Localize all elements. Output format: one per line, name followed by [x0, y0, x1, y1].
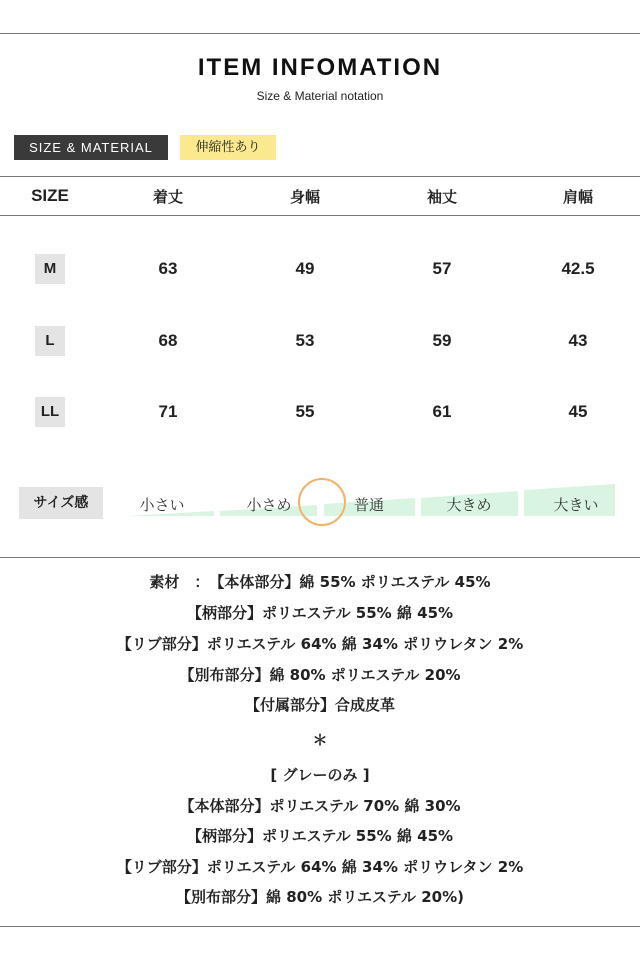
- page-title: ITEM INFOMATION: [197, 54, 443, 81]
- size-label: LL: [35, 397, 65, 427]
- size-material-tag: SIZE & MATERIAL: [14, 135, 168, 160]
- column-header-size: SIZE: [31, 186, 69, 205]
- table-cell: 49: [295, 259, 315, 278]
- material-line: 【本体部分】ポリエステル 70% 綿 30%: [179, 797, 461, 815]
- materials-top-rule: [0, 557, 640, 558]
- stretch-tag: 伸縮性あり: [180, 135, 276, 160]
- column-header-shoulder: 肩幅: [562, 188, 593, 206]
- page-subtitle: Size & Material notation: [256, 89, 384, 103]
- material-line: 【柄部分】ポリエステル 55% 綿 45%: [186, 827, 454, 845]
- table-cell: 53: [295, 331, 315, 350]
- scale-option-smallish: 小さめ: [246, 496, 292, 514]
- material-line: 【別布部分】綿 80% ポリエステル 20%): [176, 888, 464, 906]
- size-label: M: [35, 254, 65, 284]
- table-cell: 43: [568, 331, 588, 350]
- table-cell: 55: [295, 402, 315, 421]
- column-header-sleeve: 袖丈: [426, 188, 457, 206]
- column-header-length: 着丈: [152, 188, 183, 206]
- scale-option-small: 小さい: [139, 496, 185, 514]
- material-subheading: [ グレーのみ ]: [270, 766, 370, 784]
- material-line: 素材 ： 【本体部分】綿 55% ポリエステル 45%: [149, 573, 491, 591]
- table-top-rule: [0, 176, 640, 177]
- table-cell: 71: [158, 402, 178, 421]
- size-feel-label: サイズ感: [19, 487, 103, 519]
- table-cell: 45: [568, 402, 588, 421]
- material-line: 【リブ部分】ポリエステル 64% 綿 34% ポリウレタン 2%: [116, 635, 524, 653]
- table-cell: 57: [432, 259, 452, 278]
- top-rule: [0, 33, 640, 34]
- material-separator: ＊: [312, 731, 328, 749]
- material-line: 【柄部分】ポリエステル 55% 綿 45%: [186, 604, 454, 622]
- scale-option-large: 大きい: [553, 496, 599, 514]
- column-header-width: 身幅: [289, 188, 320, 206]
- material-line: 【別布部分】綿 80% ポリエステル 20%: [179, 666, 461, 684]
- table-cell: 68: [158, 331, 178, 350]
- table-cell: 42.5: [561, 259, 595, 278]
- material-line: 【付属部分】合成皮革: [244, 696, 395, 714]
- scale-option-largish: 大きめ: [446, 496, 492, 514]
- bottom-rule: [0, 926, 640, 927]
- scale-option-normal: 普通: [353, 496, 384, 514]
- table-cell: 63: [158, 259, 178, 278]
- size-label: L: [35, 326, 65, 356]
- table-header-rule: [0, 215, 640, 216]
- table-cell: 59: [432, 331, 452, 350]
- table-cell: 61: [432, 402, 452, 421]
- material-line: 【リブ部分】ポリエステル 64% 綿 34% ポリウレタン 2%: [116, 858, 524, 876]
